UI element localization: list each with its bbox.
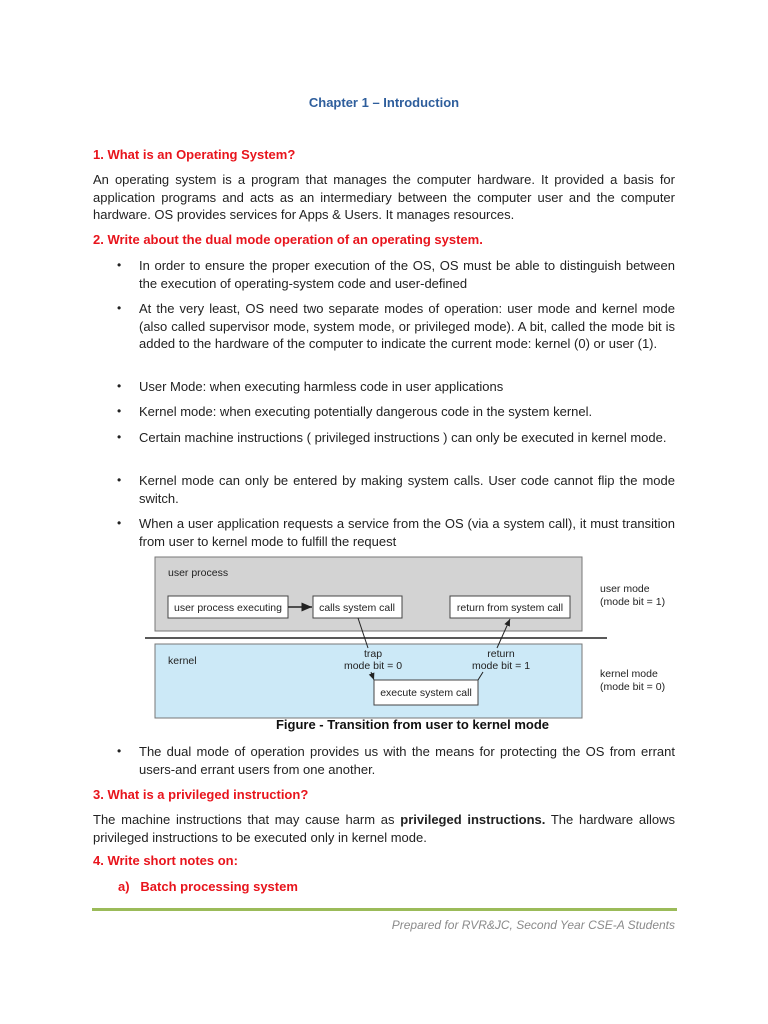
trap-label: trap: [363, 648, 383, 660]
kernel-mode-label: kernel mode: [600, 668, 658, 680]
user-mode-label: user mode: [600, 583, 650, 595]
list-item: • The dual mode of operation provides us with the means for protecting the OS from errant users-and errant users from one another.: [117, 744, 675, 777]
bullet-icon: •: [117, 744, 122, 758]
list-item: • At the very least, OS need two separate modes of operation: user mode and kernel mode (also called supervisor mode, system mode, or privileged mode). A bit, called the mode bit is added to the hardware of the computer to indicate the current mode: kernel (0) or user (1).: [117, 301, 675, 351]
box-label: user process executing: [174, 602, 282, 614]
question-1-heading: 1. What is an Operating System?: [93, 147, 296, 162]
kernel-mode-bit-label: (mode bit = 0): [600, 681, 666, 693]
question-4-heading: 4. Write short notes on:: [93, 853, 238, 868]
bullet-icon: •: [117, 404, 122, 418]
return-bit-label: mode bit = 1: [471, 660, 531, 672]
trap-bit-label: mode bit = 0: [343, 660, 403, 672]
list-item: • Kernel mode: when executing potentially dangerous code in the system kernel.: [117, 404, 593, 419]
list-item: • Kernel mode can only be entered by making system calls. User code cannot flip the mode switch.: [117, 473, 675, 506]
question-4-sub-a: a) Batch processing system: [118, 879, 298, 894]
box-label: calls system call: [319, 602, 395, 614]
list-item: • When a user application requests a service from the OS (via a system call), it must transition from user to kernel mode to fulfill the request: [117, 516, 675, 549]
figure-caption: Figure - Transition from user to kernel mode: [275, 717, 550, 732]
bullet-icon: •: [117, 301, 122, 315]
question-1-body: An operating system is a program that manages the computer hardware. It provided a basis for application programs and acts as an intermediary between the computer user and the computer hardware. OS provides services for Apps & Users. It manages resources.: [93, 172, 675, 222]
box-label: execute system call: [380, 687, 472, 699]
footer-rule: [92, 908, 677, 911]
user-mode-bit-label: (mode bit = 1): [600, 596, 666, 608]
bullet-icon: •: [117, 430, 122, 444]
question-2-heading: 2. Write about the dual mode operation of an operating system.: [93, 232, 483, 247]
question-3-body: The machine instructions that may cause harm as privileged instructions. The hardware allows privileged instructions to be executed only in kernel mode.: [93, 812, 675, 845]
box-label: return from system call: [456, 602, 564, 614]
question-3-heading: 3. What is a privileged instruction?: [93, 787, 309, 802]
bullet-icon: •: [117, 379, 122, 393]
bullet-icon: •: [117, 258, 122, 272]
return-label: return: [487, 648, 515, 660]
list-item: • In order to ensure the proper execution of the OS, OS must be able to distinguish between the execution of operating-system code and user-defined: [117, 258, 675, 291]
page-title: Chapter 1 – Introduction: [308, 95, 460, 110]
footer-text: Prepared for RVR&JC, Second Year CSE-A Students: [391, 918, 675, 932]
mode-transition-figure: [140, 555, 685, 720]
kernel-label: kernel: [168, 655, 197, 667]
bullet-icon: •: [117, 516, 122, 530]
user-process-label: user process: [168, 567, 229, 579]
bullet-icon: •: [117, 473, 122, 487]
list-item: • User Mode: when executing harmless code in user applications: [117, 379, 504, 394]
list-item: • Certain machine instructions ( privileged instructions ) can only be executed in kernel mode.: [117, 430, 667, 445]
